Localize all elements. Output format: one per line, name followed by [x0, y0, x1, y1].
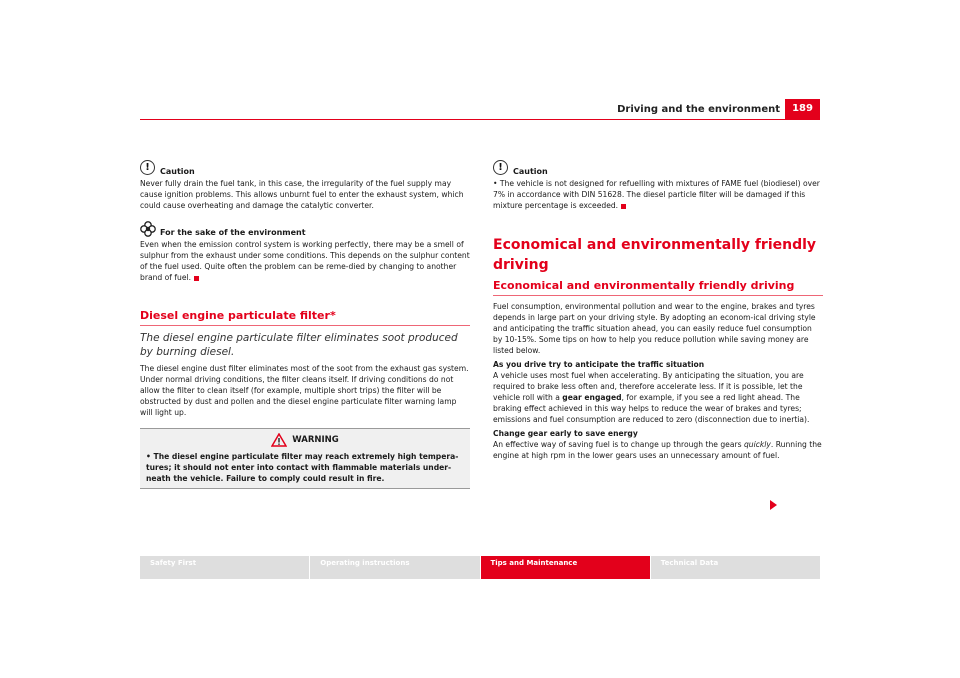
- particulate-filter-section: [140, 309, 470, 489]
- footer-tab-operating-instructions[interactable]: Operating instructions: [310, 556, 479, 579]
- footer-tab-technical-data[interactable]: Technical Data: [651, 556, 820, 579]
- section-heading: Economical and environmentally friendly driving: [493, 279, 795, 292]
- caution-text: • The vehicle is not designed for refuelling with mixtures of FAME fuel (biodiesel) over 7% in accordance with DIN 51628. The diesel particle filter will be damaged if this mixture percentage is exceeded.: [493, 179, 820, 210]
- right-column: [493, 158, 823, 461]
- warning-box: [140, 428, 470, 489]
- section-heading: Diesel engine particulate filter*: [140, 309, 336, 322]
- continue-arrow-icon[interactable]: [770, 500, 777, 510]
- tip-heading: As you drive try to anticipate the traffic situation: [493, 360, 705, 369]
- footer-tab-tips-and-maintenance[interactable]: Tips and Maintenance: [481, 556, 650, 579]
- section-rule: [140, 325, 470, 326]
- chapter-heading: Economical and environmentally friendly driving: [493, 237, 817, 273]
- end-mark-icon: [194, 276, 199, 281]
- section-body: The diesel engine dust filter eliminates most of the soot from the exhaust gas system. Under normal driving conditions, the filter cleans itself. If driving conditions do not allow the filter to clean itself (for example, multiple short trips) the filter will be obstructed by dust and pollen and the diesel engine particulate filter warning lamp will light up.: [140, 364, 469, 417]
- warning-label: WARNING: [292, 435, 339, 445]
- warning-triangle-icon: [271, 433, 287, 447]
- caution-label: Caution: [160, 167, 195, 176]
- page-number: 189: [785, 99, 820, 119]
- caution-note-fuel-tank: [140, 158, 470, 211]
- tip-text: An effective way of saving fuel is to change up through the gears quickly. Running the engine at high rpm in the lower gears uses an unnecessary amount of fuel.: [493, 440, 822, 460]
- footer-tab-safety-first[interactable]: Safety First: [140, 556, 309, 579]
- header-rule: [140, 119, 820, 120]
- tip-heading: Change gear early to save energy: [493, 429, 638, 438]
- section-subtitle: The diesel engine particulate filter eliminates soot produced by burning diesel.: [140, 332, 458, 358]
- section-rule: [493, 295, 823, 296]
- flower-environment-icon: [140, 221, 156, 237]
- environment-note: [140, 219, 470, 283]
- environment-text: Even when the emission control system is working perfectly, there may be a smell of sulphur from the exhaust under some conditions. This depends on the sulphur content of the fuel used. Quite often the problem can be reme-died by changing to another brand of fuel.: [140, 240, 470, 282]
- footer-nav: [140, 556, 820, 579]
- exclamation-icon: !: [493, 160, 508, 175]
- caution-label: Caution: [513, 167, 548, 176]
- warning-text: • The diesel engine particulate filter may reach extremely high tempera-tures; it should not enter into contact with flammable materials under-neath the vehicle. Failure to comply could result in fire.: [146, 452, 459, 483]
- left-column: [140, 158, 470, 489]
- tip-text: A vehicle uses most fuel when accelerating. By anticipating the situation, you are required to brake less often and, therefore accelerate less. If it is possible, let the vehicle roll with a gear engaged, for example, if you see a red light ahead. The braking effect achieved in this way helps to reduce the wear of brakes and tyres; emissions and fuel consumption are reduced to zero (disconnection due to inertia).: [493, 371, 810, 424]
- caution-text: Never fully drain the fuel tank, in this case, the irregularity of the fuel supply may cause ignition problems. This allows unburnt fuel to enter the exhaust system, which could cause overheating and damage the catalytic converter.: [140, 179, 464, 210]
- environment-label: For the sake of the environment: [160, 228, 306, 237]
- intro-text: Fuel consumption, environmental pollution and wear to the engine, brakes and tyres depends in large part on your driving style. By adopting an econom-ical driving style and anticipating the traffic situation ahead, you can easily reduce fuel consumption by 10-15%. Some tips on how to help you reduce pollution while saving money are listed below.: [493, 302, 816, 355]
- running-header-title: Driving and the environment: [617, 104, 780, 115]
- exclamation-icon: !: [140, 160, 155, 175]
- caution-note-biodiesel: [493, 158, 823, 211]
- end-mark-icon: [621, 204, 626, 209]
